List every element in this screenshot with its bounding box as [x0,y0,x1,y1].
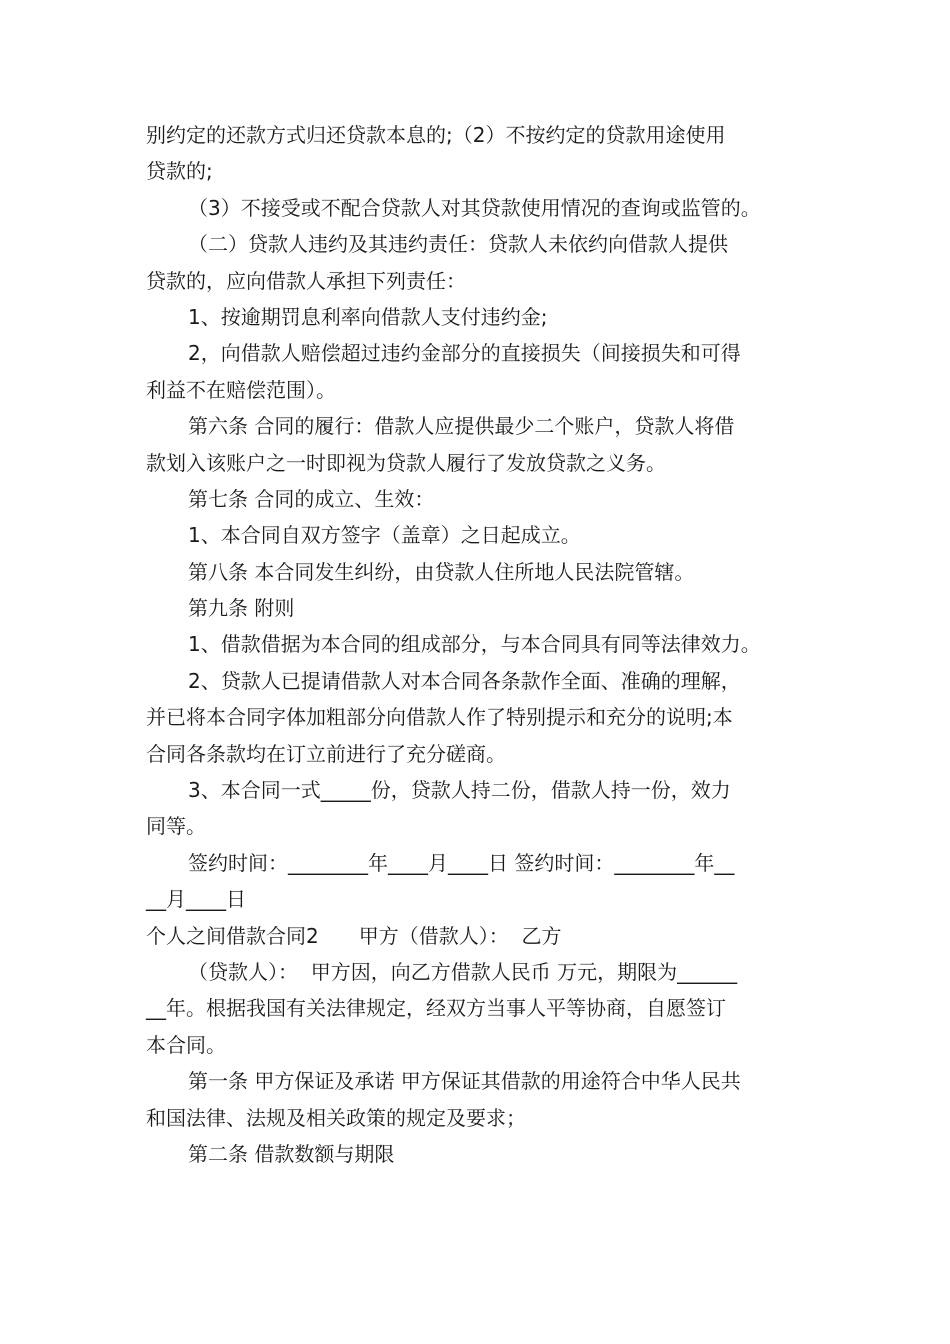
text-line: 贷款的，应向借款人承担下列责任： [146,268,466,293]
text-line: 并已将本合同字体加粗部分向借款人作了特别提示和充分的说明;本 [146,705,733,730]
text-line: 利益不在赔偿范围）。 [146,377,336,402]
text-line: 第七条 合同的成立、生效： [188,486,435,511]
document-body [146,117,812,1172]
text-line: 本合同。 [146,1032,226,1057]
text-line: 款划入该账户之一时即视为贷款人履行了发放贷款之义务。 [146,450,666,475]
text-line: 1、借款借据为本合同的组成部分，与本合同具有同等法律效力。 [188,632,761,657]
text-line: 2，向借款人赔偿超过违约金部分的直接损失（间接损失和可得 [188,341,741,366]
text-line: 第二条 借款数额与期限 [188,1141,395,1166]
text-line: 3、本合同一式_____份，贷款人持二份，借款人持一份，效力 [188,778,731,803]
text-line: （3）不接受或不配合贷款人对其贷款使用情况的查询或监管的。 [188,195,761,220]
text-line: __年。根据我国有关法律规定，经双方当事人平等协商，自愿签订 [146,996,726,1021]
text-line: 第六条 合同的履行：借款人应提供最少二个账户，贷款人将借 [188,414,735,439]
text-line: __月____日 [146,887,246,912]
text-line: 第一条 甲方保证及承诺 甲方保证其借款的用途符合中华人民共 [188,1069,741,1094]
text-line: 第八条 本合同发生纠纷，由贷款人住所地人民法院管辖。 [188,559,695,584]
text-line: （贷款人）： 甲方因，向乙方借款人民币 万元，期限为______ [188,959,738,984]
text-line: 同等。 [146,814,206,839]
text-line: 和国法律、法规及相关政策的规定及要求； [146,1105,526,1130]
text-line: 合同各条款均在订立前进行了充分磋商。 [146,741,506,766]
text-line: 第九条 附则 [188,596,295,621]
text-line: 别约定的还款方式归还贷款本息的;（2）不按约定的贷款用途使用 [146,123,726,147]
text-line: 1、按逾期罚息利率向借款人支付违约金; [188,304,548,329]
text-line: 1、本合同自双方签字（盖章）之日起成立。 [188,523,581,548]
text-line: 个人之间借款合同2 甲方（借款人）： 乙方 [146,923,562,948]
text-line: （二）贷款人违约及其违约责任：贷款人未依约向借款人提供 [188,232,728,257]
text-line: 贷款的; [146,159,213,184]
text-line: 2、贷款人已提请借款人对本合同各条款作全面、准确的理解， [188,668,741,693]
text-line: 签约时间：________年____月____日 签约时间：________年__ [188,850,735,875]
